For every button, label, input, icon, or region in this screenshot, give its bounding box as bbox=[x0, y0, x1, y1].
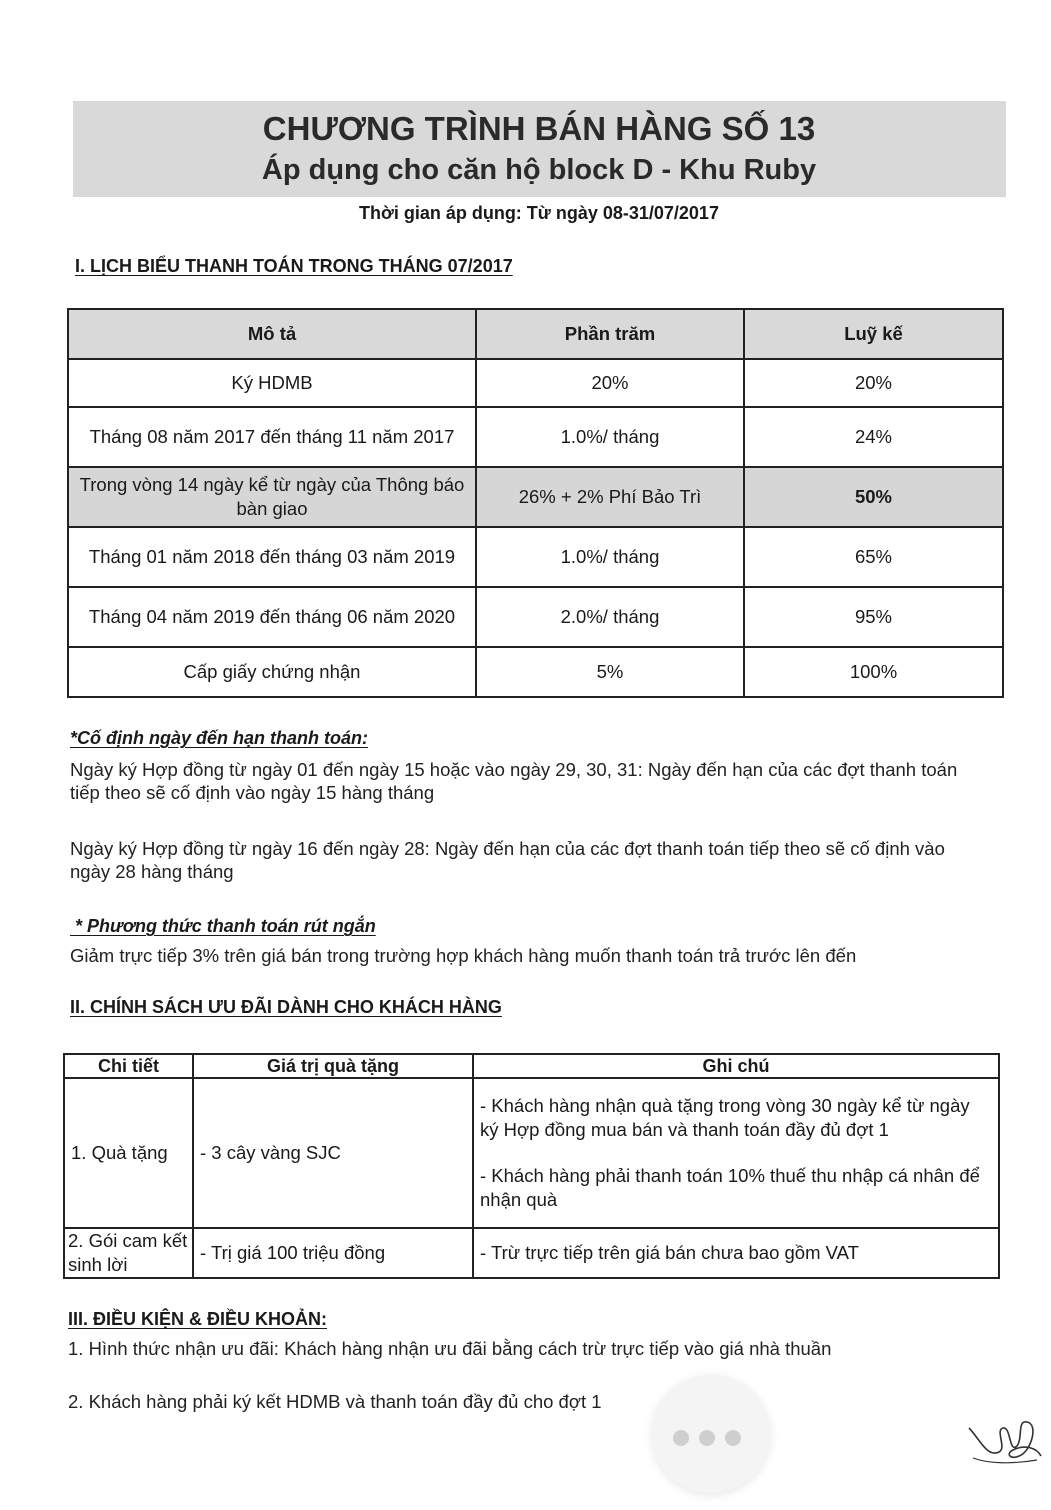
table-row bbox=[68, 647, 1003, 697]
table-row bbox=[68, 467, 1003, 527]
row-percent: 2.0%/ tháng bbox=[476, 587, 744, 647]
dot-icon bbox=[699, 1430, 715, 1446]
table-row bbox=[68, 527, 1003, 587]
payment-schedule-table bbox=[67, 308, 1004, 698]
row-percent: 1.0%/ tháng bbox=[476, 527, 744, 587]
shortened-payment-heading: * Phương thức thanh toán rút ngắn bbox=[70, 916, 376, 936]
customer-incentive-table bbox=[63, 1053, 1000, 1279]
row-percent: 26% + 2% Phí Bảo Trì bbox=[476, 467, 744, 527]
fixed-due-paragraph-2: Ngày ký Hợp đồng từ ngày 16 đến ngày 28: Ngày đến hạn của các đợt thanh toán tiếp theo sẽ cố định vào ngày 28 hàng tháng bbox=[70, 838, 945, 882]
row-percent: 5% bbox=[476, 647, 744, 697]
page-subtitle: Áp dụng cho căn hộ block D - Khu Ruby bbox=[261, 154, 817, 186]
row-cumulative: 95% bbox=[744, 587, 1003, 647]
page-title: CHƯƠNG TRÌNH BÁN HÀNG SỐ 13 bbox=[262, 110, 816, 147]
row-cumulative: 24% bbox=[744, 407, 1003, 467]
row-percent: 1.0%/ tháng bbox=[476, 407, 744, 467]
row-description: Tháng 08 năm 2017 đến tháng 11 năm 2017 bbox=[68, 407, 476, 467]
fixed-due-heading: *Cố định ngày đến hạn thanh toán: bbox=[70, 728, 368, 748]
row-description: Tháng 01 năm 2018 đến tháng 03 năm 2019 bbox=[68, 527, 476, 587]
table-row bbox=[64, 1228, 999, 1278]
row-cumulative: 65% bbox=[744, 527, 1003, 587]
gift-note-1: - Khách hàng nhận quà tặng trong vòng 30 ngày kể từ ngày ký Hợp đồng mua bán và thanh toán đầy đủ đợt 1 bbox=[480, 1095, 970, 1140]
row-cumulative: 20% bbox=[744, 359, 1003, 407]
section3-heading: III. ĐIỀU KIỆN & ĐIỀU KHOẢN: bbox=[68, 1309, 328, 1329]
row-detail: 2. Gói cam kết sinh lời bbox=[64, 1228, 193, 1278]
table-row bbox=[68, 587, 1003, 647]
column-header: Mô tả bbox=[68, 309, 476, 359]
row-description: Cấp giấy chứng nhận bbox=[68, 647, 476, 697]
row-description: Tháng 04 năm 2019 đến tháng 06 năm 2020 bbox=[68, 587, 476, 647]
gift-note-2: - Khách hàng phải thanh toán 10% thuế thu nhập cá nhân để nhận quà bbox=[480, 1165, 980, 1210]
column-header: Ghi chú bbox=[473, 1054, 999, 1078]
shortened-payment-paragraph: Giảm trực tiếp 3% trên giá bán trong trường hợp khách hàng muốn thanh toán trả trước lên đến bbox=[70, 945, 857, 966]
row-notes: - Trừ trực tiếp trên giá bán chưa bao gồm VAT bbox=[473, 1228, 999, 1278]
application-period: Thời gian áp dụng: Từ ngày 08-31/07/2017 bbox=[359, 203, 719, 223]
column-header: Phần trăm bbox=[476, 309, 744, 359]
section2-heading: II. CHÍNH SÁCH ƯU ĐÃI DÀNH CHO KHÁCH HÀNG bbox=[70, 997, 502, 1017]
row-cumulative: 100% bbox=[744, 647, 1003, 697]
condition-item-2: 2. Khách hàng phải ký kết HDMB và thanh toán đầy đủ cho đợt 1 bbox=[68, 1391, 602, 1412]
section1-heading: I. LỊCH BIỂU THANH TOÁN TRONG THÁNG 07/2017 bbox=[75, 256, 513, 276]
column-header: Luỹ kế bbox=[744, 309, 1003, 359]
row-gift-value: - 3 cây vàng SJC bbox=[193, 1078, 473, 1228]
row-cumulative: 50% bbox=[744, 467, 1003, 527]
row-detail: 1. Quà tặng bbox=[64, 1078, 193, 1228]
signature-icon bbox=[965, 1408, 1045, 1466]
table-row bbox=[68, 359, 1003, 407]
table-row bbox=[64, 1078, 999, 1228]
row-description: Ký HDMB bbox=[68, 359, 476, 407]
row-gift-value: - Trị giá 100 triệu đồng bbox=[193, 1228, 473, 1278]
table-row bbox=[68, 407, 1003, 467]
dot-icon bbox=[673, 1430, 689, 1446]
row-percent: 20% bbox=[476, 359, 744, 407]
table-header-row bbox=[64, 1054, 999, 1078]
column-header: Giá trị quà tặng bbox=[193, 1054, 473, 1078]
row-description: Trong vòng 14 ngày kể từ ngày của Thông báo bàn giao bbox=[68, 467, 476, 527]
fixed-due-paragraph-1: Ngày ký Hợp đồng từ ngày 01 đến ngày 15 hoặc vào ngày 29, 30, 31: Ngày đến hạn của các đợt thanh toán tiếp theo sẽ cố định vào ngày 15 hàng tháng bbox=[70, 759, 958, 803]
column-header: Chi tiết bbox=[64, 1054, 193, 1078]
dot-icon bbox=[725, 1430, 741, 1446]
row-notes bbox=[473, 1078, 999, 1228]
condition-item-1: 1. Hình thức nhận ưu đãi: Khách hàng nhận ưu đãi bằng cách trừ trực tiếp vào giá nhà thuần bbox=[68, 1338, 832, 1359]
more-options-button[interactable] bbox=[652, 1375, 770, 1493]
table-header-row bbox=[68, 309, 1003, 359]
